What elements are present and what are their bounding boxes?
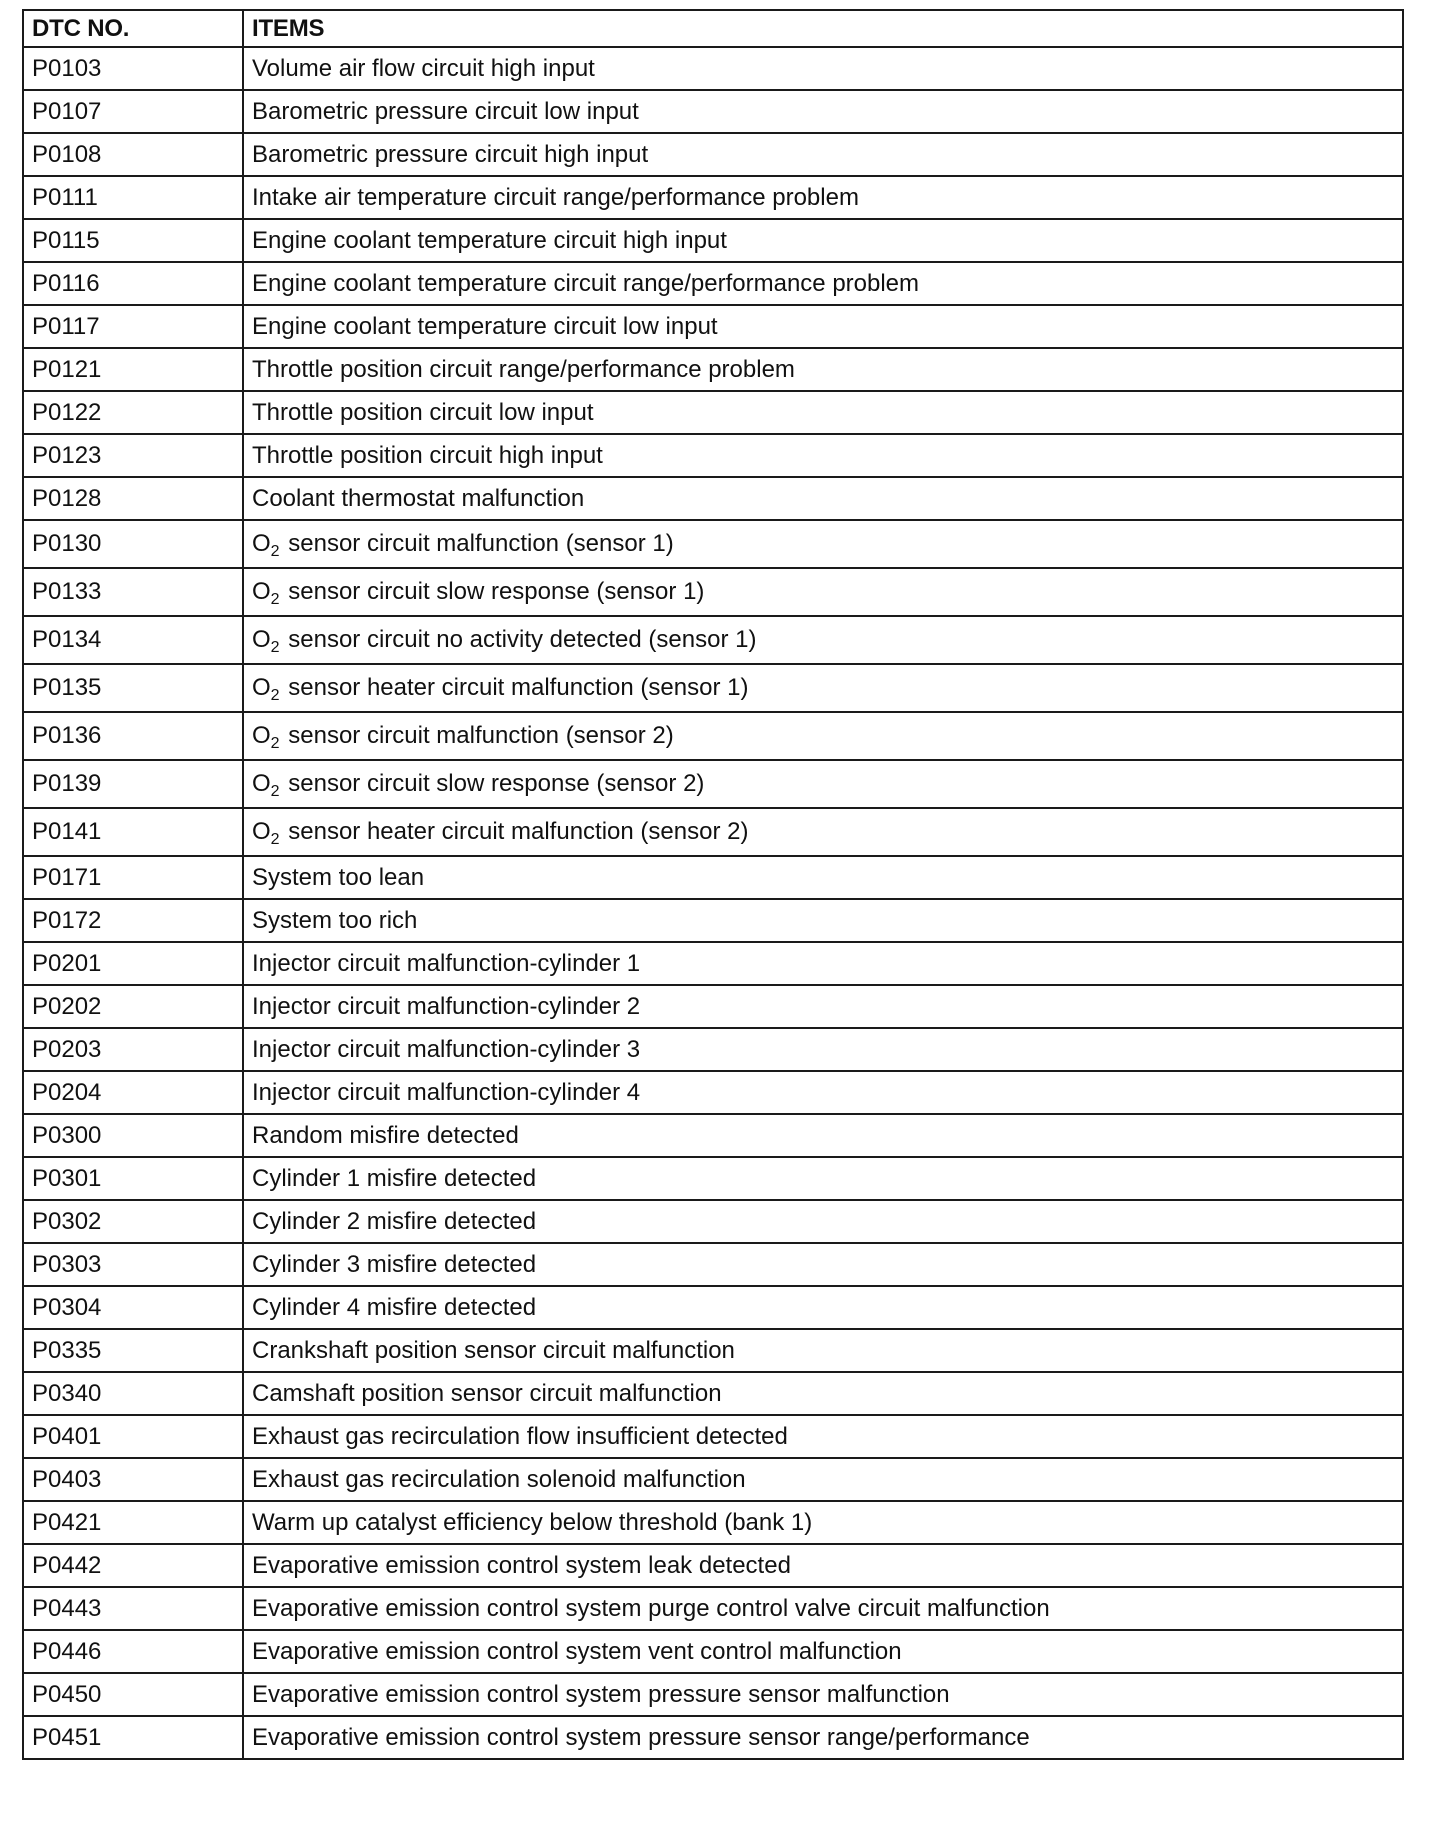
dtc-item-cell: Injector circuit malfunction-cylinder 3: [243, 1028, 1403, 1071]
dtc-code-cell: P0301: [23, 1157, 243, 1200]
dtc-item-cell: Throttle position circuit high input: [243, 434, 1403, 477]
dtc-code-cell: P0116: [23, 262, 243, 305]
item-subscript: 2: [270, 639, 280, 656]
table-row: [23, 1243, 1403, 1286]
item-prefix: O: [252, 770, 271, 797]
dtc-item-cell: Exhaust gas recirculation flow insufficient detected: [243, 1415, 1403, 1458]
dtc-item-cell: Injector circuit malfunction-cylinder 1: [243, 942, 1403, 985]
dtc-code-cell: P0335: [23, 1329, 243, 1372]
dtc-code-cell: P0135: [23, 664, 243, 712]
dtc-item-cell: Intake air temperature circuit range/performance problem: [243, 176, 1403, 219]
dtc-code-cell: P0340: [23, 1372, 243, 1415]
dtc-item-cell: Injector circuit malfunction-cylinder 2: [243, 985, 1403, 1028]
table-row: [23, 262, 1403, 305]
table-row: [23, 477, 1403, 520]
dtc-code-cell: P0134: [23, 616, 243, 664]
dtc-item-cell: Barometric pressure circuit high input: [243, 133, 1403, 176]
dtc-item-cell: Evaporative emission control system leak detected: [243, 1544, 1403, 1587]
dtc-item-cell: Evaporative emission control system pressure sensor range/performance: [243, 1716, 1403, 1759]
item-prefix: O: [252, 530, 271, 557]
dtc-code-cell: P0304: [23, 1286, 243, 1329]
dtc-item-cell: Camshaft position sensor circuit malfunction: [243, 1372, 1403, 1415]
dtc-table-body: [23, 47, 1403, 1759]
dtc-code-cell: P0139: [23, 760, 243, 808]
dtc-item-cell: Cylinder 4 misfire detected: [243, 1286, 1403, 1329]
table-row: [23, 1716, 1403, 1759]
dtc-item-cell: [243, 712, 1403, 760]
table-row: [23, 305, 1403, 348]
table-row: [23, 568, 1403, 616]
dtc-item-cell: Engine coolant temperature circuit high input: [243, 219, 1403, 262]
item-text: sensor circuit no activity detected (sensor 1): [281, 626, 757, 653]
dtc-item-cell: Cylinder 3 misfire detected: [243, 1243, 1403, 1286]
dtc-item-cell: Volume air flow circuit high input: [243, 47, 1403, 90]
dtc-code-cell: P0108: [23, 133, 243, 176]
table-row: [23, 1114, 1403, 1157]
table-row: [23, 1544, 1403, 1587]
dtc-code-cell: P0115: [23, 219, 243, 262]
table-row: [23, 899, 1403, 942]
dtc-item-cell: Barometric pressure circuit low input: [243, 90, 1403, 133]
item-prefix: O: [252, 818, 271, 845]
dtc-code-cell: P0172: [23, 899, 243, 942]
item-subscript: 2: [270, 831, 280, 848]
dtc-code-cell: P0204: [23, 1071, 243, 1114]
dtc-code-cell: P0141: [23, 808, 243, 856]
dtc-item-cell: [243, 808, 1403, 856]
item-text: sensor heater circuit malfunction (sensor 2): [281, 818, 749, 845]
item-text: sensor circuit slow response (sensor 1): [281, 578, 705, 605]
dtc-item-cell: System too lean: [243, 856, 1403, 899]
dtc-code-cell: P0111: [23, 176, 243, 219]
table-row: [23, 985, 1403, 1028]
dtc-item-cell: Random misfire detected: [243, 1114, 1403, 1157]
dtc-item-cell: Cylinder 1 misfire detected: [243, 1157, 1403, 1200]
dtc-item-cell: Exhaust gas recirculation solenoid malfunction: [243, 1458, 1403, 1501]
dtc-item-cell: Crankshaft position sensor circuit malfunction: [243, 1329, 1403, 1372]
table-row: [23, 616, 1403, 664]
item-prefix: O: [252, 722, 271, 749]
item-text: sensor circuit malfunction (sensor 1): [281, 530, 674, 557]
table-row: [23, 90, 1403, 133]
dtc-item-cell: [243, 664, 1403, 712]
table-row: [23, 1587, 1403, 1630]
table-row: [23, 1501, 1403, 1544]
dtc-code-cell: P0136: [23, 712, 243, 760]
dtc-item-cell: Injector circuit malfunction-cylinder 4: [243, 1071, 1403, 1114]
table-row: [23, 1028, 1403, 1071]
dtc-code-cell: P0107: [23, 90, 243, 133]
table-row: [23, 760, 1403, 808]
dtc-item-cell: Engine coolant temperature circuit low input: [243, 305, 1403, 348]
table-row: [23, 219, 1403, 262]
dtc-item-cell: [243, 760, 1403, 808]
dtc-code-cell: P0421: [23, 1501, 243, 1544]
dtc-item-cell: Evaporative emission control system vent control malfunction: [243, 1630, 1403, 1673]
item-subscript: 2: [270, 591, 280, 608]
table-row: [23, 664, 1403, 712]
dtc-code-cell: P0123: [23, 434, 243, 477]
dtc-code-cell: P0303: [23, 1243, 243, 1286]
table-row: [23, 1673, 1403, 1716]
dtc-item-cell: [243, 520, 1403, 568]
dtc-code-cell: P0202: [23, 985, 243, 1028]
dtc-code-cell: P0171: [23, 856, 243, 899]
table-row: [23, 520, 1403, 568]
header-items: ITEMS: [243, 10, 1403, 47]
table-row: [23, 1329, 1403, 1372]
dtc-item-cell: Engine coolant temperature circuit range/performance problem: [243, 262, 1403, 305]
item-prefix: O: [252, 674, 271, 701]
item-subscript: 2: [270, 543, 280, 560]
dtc-code-cell: P0122: [23, 391, 243, 434]
table-row: [23, 1200, 1403, 1243]
dtc-item-cell: [243, 616, 1403, 664]
item-prefix: O: [252, 578, 271, 605]
item-text: sensor heater circuit malfunction (sensor 1): [281, 674, 749, 701]
dtc-code-cell: P0201: [23, 942, 243, 985]
table-row: [23, 348, 1403, 391]
dtc-code-cell: P0451: [23, 1716, 243, 1759]
dtc-table: [22, 9, 1404, 1760]
item-prefix: O: [252, 626, 271, 653]
item-subscript: 2: [270, 735, 280, 752]
table-row: [23, 434, 1403, 477]
dtc-table-page: [22, 9, 1402, 1760]
dtc-code-cell: P0103: [23, 47, 243, 90]
dtc-item-cell: Cylinder 2 misfire detected: [243, 1200, 1403, 1243]
table-header-row: [23, 10, 1403, 47]
dtc-item-cell: Throttle position circuit range/performance problem: [243, 348, 1403, 391]
dtc-code-cell: P0300: [23, 1114, 243, 1157]
table-row: [23, 1286, 1403, 1329]
dtc-item-cell: Coolant thermostat malfunction: [243, 477, 1403, 520]
table-row: [23, 47, 1403, 90]
dtc-code-cell: P0121: [23, 348, 243, 391]
table-row: [23, 176, 1403, 219]
dtc-code-cell: P0133: [23, 568, 243, 616]
dtc-item-cell: [243, 568, 1403, 616]
dtc-code-cell: P0203: [23, 1028, 243, 1071]
table-row: [23, 1071, 1403, 1114]
table-row: [23, 1458, 1403, 1501]
dtc-code-cell: P0446: [23, 1630, 243, 1673]
header-dtc-no: DTC NO.: [23, 10, 243, 47]
item-subscript: 2: [270, 783, 280, 800]
dtc-item-cell: Evaporative emission control system pressure sensor malfunction: [243, 1673, 1403, 1716]
table-row: [23, 1415, 1403, 1458]
dtc-code-cell: P0130: [23, 520, 243, 568]
table-row: [23, 942, 1403, 985]
dtc-code-cell: P0117: [23, 305, 243, 348]
dtc-code-cell: P0401: [23, 1415, 243, 1458]
dtc-code-cell: P0128: [23, 477, 243, 520]
dtc-item-cell: Throttle position circuit low input: [243, 391, 1403, 434]
dtc-item-cell: Evaporative emission control system purge control valve circuit malfunction: [243, 1587, 1403, 1630]
table-row: [23, 391, 1403, 434]
item-text: sensor circuit malfunction (sensor 2): [281, 722, 674, 749]
dtc-item-cell: Warm up catalyst efficiency below threshold (bank 1): [243, 1501, 1403, 1544]
dtc-item-cell: System too rich: [243, 899, 1403, 942]
dtc-code-cell: P0302: [23, 1200, 243, 1243]
table-row: [23, 712, 1403, 760]
table-row: [23, 808, 1403, 856]
item-text: sensor circuit slow response (sensor 2): [281, 770, 705, 797]
table-row: [23, 1372, 1403, 1415]
table-row: [23, 1630, 1403, 1673]
dtc-code-cell: P0403: [23, 1458, 243, 1501]
dtc-code-cell: P0442: [23, 1544, 243, 1587]
dtc-code-cell: P0450: [23, 1673, 243, 1716]
table-row: [23, 133, 1403, 176]
table-row: [23, 856, 1403, 899]
dtc-code-cell: P0443: [23, 1587, 243, 1630]
item-subscript: 2: [270, 687, 280, 704]
table-row: [23, 1157, 1403, 1200]
